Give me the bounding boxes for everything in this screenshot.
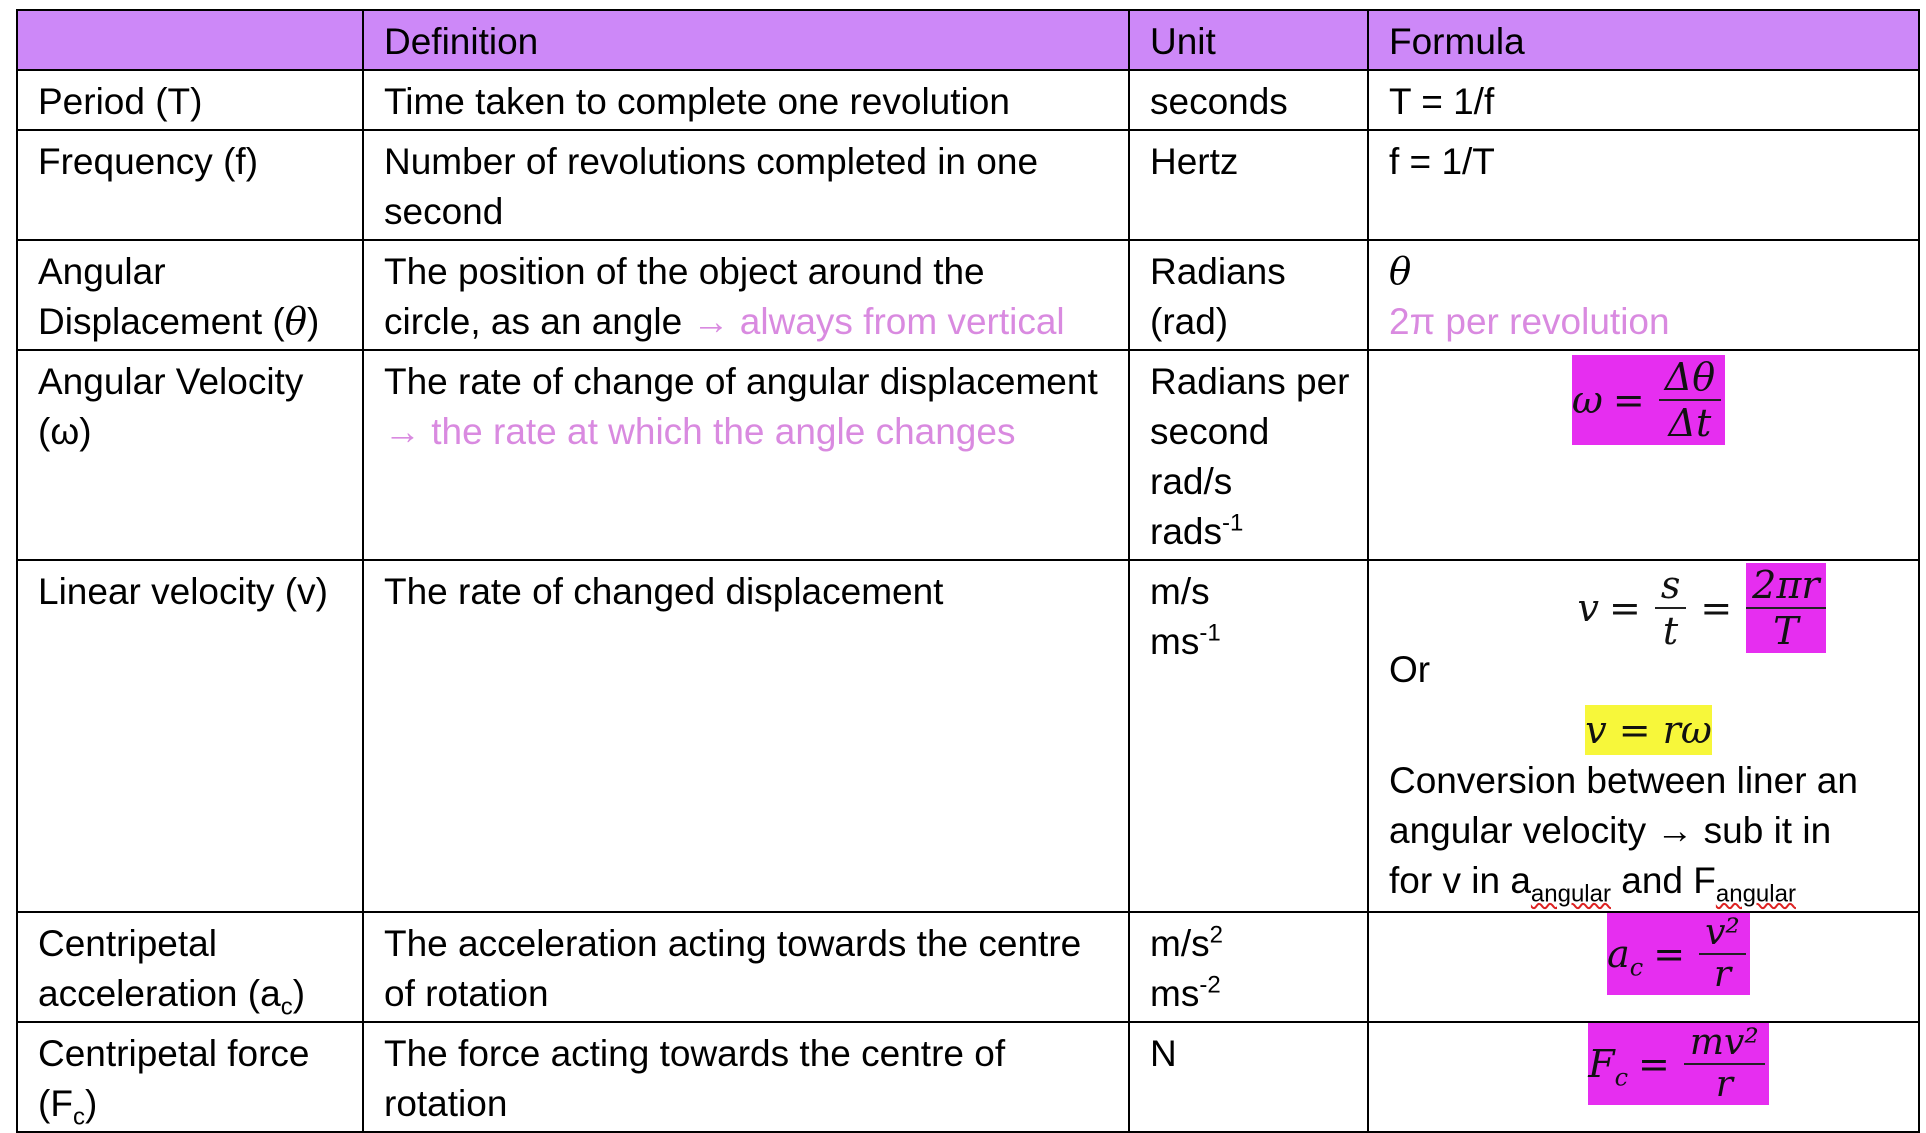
fraction	[1699, 913, 1746, 995]
header-cell-definition: Definition	[363, 10, 1129, 70]
header-cell-quantity	[17, 10, 363, 70]
definition-cell: Number of revolutions completed in one second	[363, 130, 1129, 240]
definition-note: → the rate at which the angle changes	[384, 411, 1016, 452]
equals-sign: =	[1653, 932, 1686, 976]
quantity-text: Displacement (	[38, 301, 285, 342]
quantity-line-1: Angular	[38, 251, 166, 292]
unit-base: ms	[1150, 621, 1200, 662]
formula-cell	[1368, 240, 1919, 350]
v-equals-rw-formula: v = rω	[1585, 705, 1712, 755]
unit-line-2	[1150, 969, 1357, 1019]
header-cell-unit: Unit	[1129, 10, 1368, 70]
quantity-line-1: Centripetal	[38, 923, 217, 964]
subscript-c: c	[280, 993, 293, 1021]
table-header-row	[17, 10, 1919, 70]
formula-cell	[1368, 560, 1919, 912]
table-row-angular-displacement	[17, 240, 1919, 350]
fraction-2pir-over-T	[1746, 563, 1825, 653]
unit-line-1: Radians	[1150, 251, 1286, 292]
quantity-line-2	[38, 969, 352, 1019]
unit-line-2: second	[1150, 411, 1270, 452]
v-equals-rw-row	[1389, 705, 1908, 756]
or-label: Or	[1389, 649, 1431, 690]
unit-line-1: Radians per	[1150, 361, 1350, 402]
equals-sign: =	[1638, 1042, 1670, 1086]
equals-sign: =	[1612, 378, 1645, 422]
denominator: r	[1713, 954, 1732, 995]
numerator: mv²	[1689, 1022, 1759, 1063]
note-line-2: angular velocity → sub it in	[1389, 810, 1832, 851]
unit-cell: N	[1129, 1022, 1368, 1132]
linear-velocity-formula-row	[1389, 563, 1908, 653]
unit-line-2	[1150, 617, 1357, 667]
quantity-line-2	[38, 1079, 352, 1129]
definition-text: The rate of change of angular displacement	[384, 361, 1098, 402]
note-line-1: Conversion between liner an	[1389, 760, 1858, 801]
formula-note: 2π per revolution	[1389, 301, 1670, 342]
formula-lhs: v	[1577, 586, 1599, 630]
quantity-line-2: (ω)	[38, 411, 92, 452]
centripetal-force-formula	[1588, 1023, 1769, 1105]
definition-cell: Time taken to complete one revolution	[363, 70, 1129, 130]
unit-line-1: m/s	[1150, 571, 1210, 612]
quantity-close: )	[307, 301, 320, 342]
theta-formula: θ	[1389, 250, 1412, 293]
formula-cell	[1368, 1022, 1919, 1132]
unit-cell: seconds	[1129, 70, 1368, 130]
quantity-line-2	[38, 297, 352, 347]
unit-exponent: 2	[1209, 921, 1223, 949]
denominator: T	[1773, 609, 1799, 653]
unit-line-1	[1150, 919, 1357, 969]
quantity-cell	[17, 240, 363, 350]
subscript-angular: angular	[1530, 880, 1611, 908]
denominator: r	[1715, 1064, 1733, 1105]
table-row-centripetal-acceleration	[17, 912, 1919, 1022]
table-row-linear-velocity	[17, 560, 1919, 912]
table-row-frequency	[17, 130, 1919, 240]
unit-base: m/s	[1150, 923, 1210, 964]
header-cell-formula: Formula	[1368, 10, 1919, 70]
numerator: 2πr	[1752, 563, 1820, 607]
fraction	[1684, 1023, 1765, 1105]
quantity-line-1: Angular Velocity	[38, 361, 304, 402]
unit-base: rads	[1150, 511, 1222, 552]
formula-cell	[1368, 350, 1919, 560]
quantity-cell: Frequency (f)	[17, 130, 363, 240]
centripetal-acceleration-formula	[1607, 913, 1750, 995]
quantity-cell	[17, 350, 363, 560]
quantity-cell	[17, 912, 363, 1022]
quantity-close: )	[292, 973, 306, 1014]
unit-cell	[1129, 240, 1368, 350]
quantity-cell: Period (T)	[17, 70, 363, 130]
linear-velocity-formula	[1578, 563, 1830, 653]
formula-lhs: $F_c$	[1588, 1042, 1629, 1092]
denominator: Δt	[1668, 401, 1712, 445]
quantity-close: )	[84, 1083, 98, 1124]
unit-exponent: -2	[1199, 971, 1221, 999]
formula-cell	[1368, 912, 1919, 1022]
definition-cell	[363, 350, 1129, 560]
unit-line-2: (rad)	[1150, 301, 1229, 342]
formula-cell: f = 1/T	[1368, 130, 1919, 240]
definition-cell	[363, 240, 1129, 350]
theta-symbol: θ	[284, 300, 308, 343]
unit-cell	[1129, 912, 1368, 1022]
note-text: and F	[1610, 860, 1716, 901]
quantity-line-1: Centripetal force	[38, 1033, 310, 1074]
subscript-c: c	[72, 1103, 85, 1131]
quantity-cell: Linear velocity (v)	[17, 560, 363, 912]
subscript-angular: angular	[1715, 880, 1796, 908]
angular-velocity-formula	[1572, 355, 1725, 445]
definition-line-2	[384, 297, 1118, 347]
note-line-3	[1389, 856, 1908, 906]
table-row-angular-velocity	[17, 350, 1919, 560]
definition-text: circle, as an angle	[384, 301, 683, 342]
formula-lhs: ω	[1571, 378, 1603, 422]
equals-sign: =	[1700, 586, 1733, 630]
unit-cell	[1129, 560, 1368, 912]
definition-note: → always from vertical	[692, 301, 1065, 342]
note-text: for v in a	[1389, 860, 1531, 901]
table-row-centripetal-force	[17, 1022, 1919, 1132]
fraction-s-over-t	[1655, 563, 1687, 653]
unit-exponent: -1	[1221, 509, 1244, 537]
unit-base: ms	[1150, 973, 1200, 1014]
unit-cell	[1129, 350, 1368, 560]
definition-cell: The acceleration acting towards the centre of rotation	[363, 912, 1129, 1022]
table-row-period	[17, 70, 1919, 130]
denominator: t	[1662, 609, 1679, 653]
formula-cell: T = 1/f	[1368, 70, 1919, 130]
numerator: v²	[1705, 912, 1740, 953]
definition-cell: The rate of changed displacement	[363, 560, 1129, 912]
numerator: Δθ	[1664, 355, 1716, 399]
equals-sign: =	[1608, 586, 1641, 630]
fraction	[1659, 355, 1721, 445]
definition-cell: The force acting towards the centre of rotation	[363, 1022, 1129, 1132]
unit-exponent: -1	[1199, 619, 1221, 647]
circular-motion-table	[16, 9, 1920, 1133]
formula-lhs: $a_c$	[1607, 932, 1644, 982]
unit-cell: Hertz	[1129, 130, 1368, 240]
quantity-cell	[17, 1022, 363, 1132]
unit-line-3: rad/s	[1150, 461, 1233, 502]
definition-line-1: The position of the object around the	[384, 251, 985, 292]
unit-line-4	[1150, 507, 1357, 557]
numerator: s	[1660, 563, 1681, 607]
quantity-text: (F	[38, 1083, 73, 1124]
quantity-text: acceleration (a	[38, 973, 281, 1014]
